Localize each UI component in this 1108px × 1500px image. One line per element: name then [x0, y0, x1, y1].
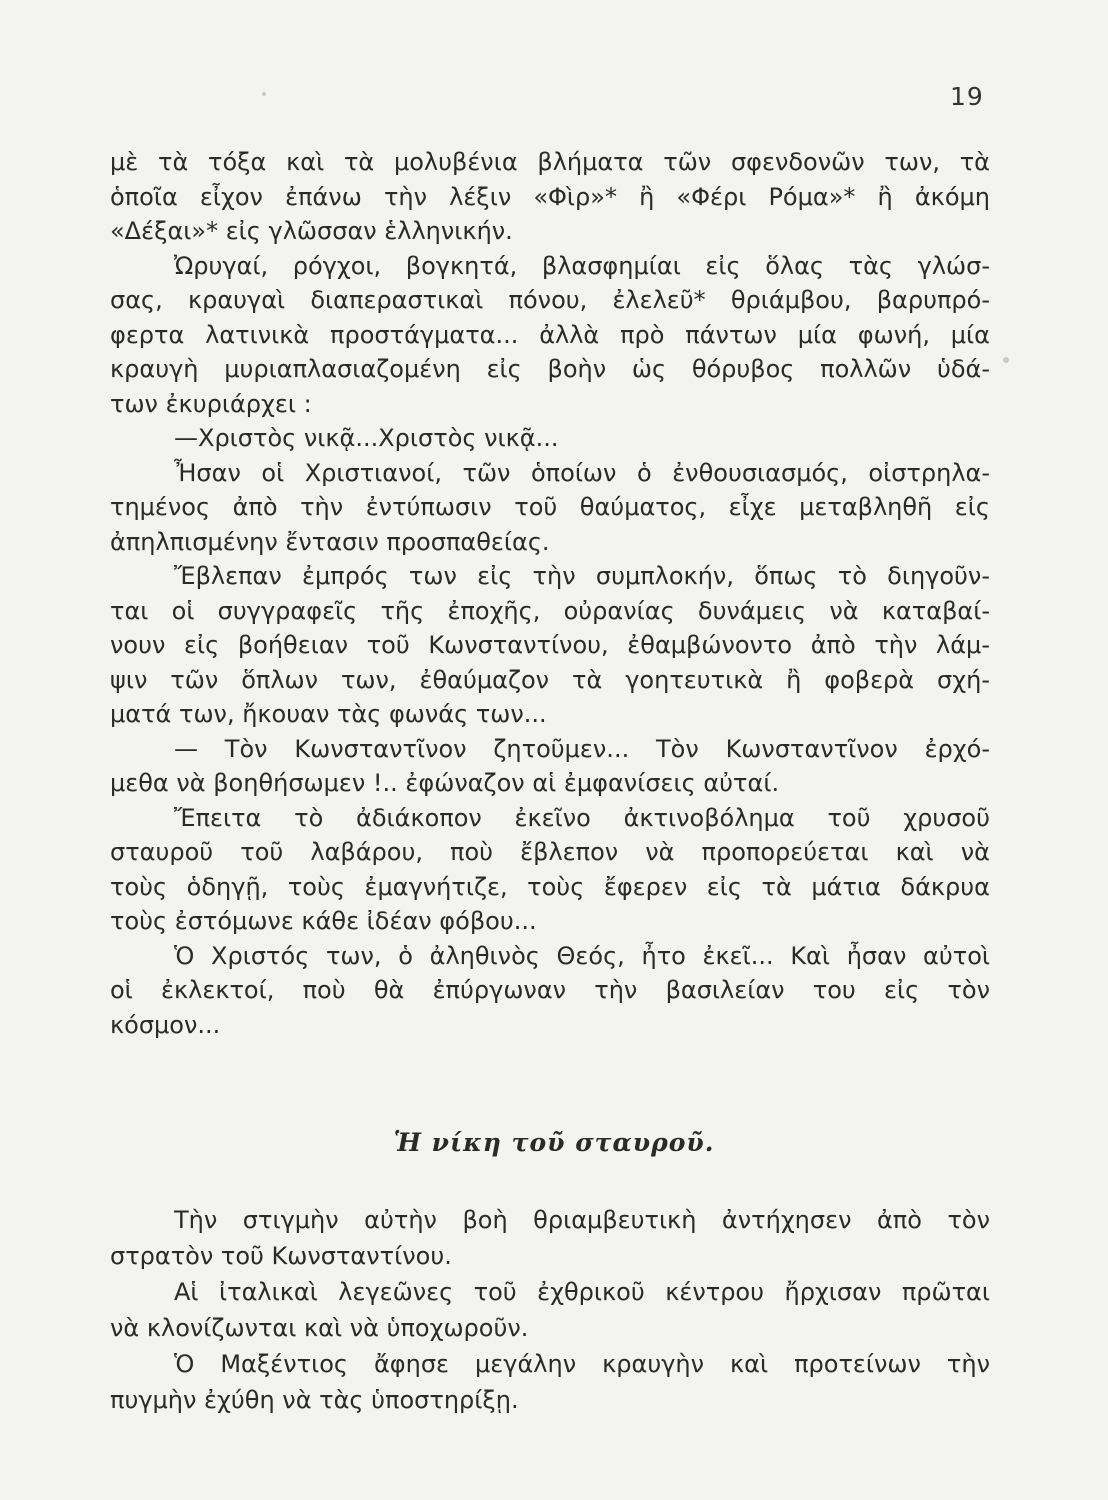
text-line: Αἱ ἰταλικαὶ λεγεῶνες τοῦ ἐχθρικοῦ κέντρου ἤρχισαν πρῶται [174, 1278, 990, 1306]
text-line: Ὠρυγαί, ρόγχοι, βογκητά, βλασφημίαι εἰς ὅλας τὰς γλώσ- [174, 251, 990, 280]
text-line: Ἔπειτα τὸ ἀδιάκοπον ἐκεῖνο ἀκτινοβόλημα τοῦ χρυσοῦ [174, 803, 990, 832]
text-line: μεθα νὰ βοηθήσωμεν !.. ἐφώναζον αἱ ἐμφανίσεις αὐταί. [110, 769, 780, 797]
body-text-bottom [110, 1202, 990, 1418]
text-line: ὁποῖα εἶχον ἐπάνω τὴν λέξιν «Φὶρ»* ἢ «Φέρι Ρόμα»* ἢ ἀκόμη [110, 182, 990, 211]
text-line: σταυροῦ τοῦ λαβάρου, ποὺ ἔβλεπον νὰ προπορεύεται καὶ νὰ [110, 838, 990, 866]
text-line: ἀπηλπισμένην ἔντασιν προσπαθείας. [110, 527, 550, 556]
body-text-top [110, 145, 990, 1042]
section-heading: Ἡ νίκη τοῦ σταυροῦ. [393, 1128, 715, 1157]
text-line: «Δέξαι»* εἰς γλῶσσαν ἑλληνικήν. [110, 217, 513, 245]
text-line: ψιν τῶν ὅπλων των, ἐθαύμαζον τὰ γοητευτικὰ ἢ φοβερὰ σχή- [110, 665, 990, 694]
scan-dust-mark [1003, 357, 1009, 363]
text-line: πυγμὴν ἐχύθη νὰ τὰς ὑποστηρίξῃ. [110, 1386, 519, 1414]
text-line: ται οἱ συγγραφεῖς τῆς ἐποχῆς, οὐρανίας δυνάμεις νὰ καταβαί- [110, 596, 990, 625]
text-line: τοὺς ἐστόμωνε κάθε ἰδέαν φόβου... [110, 907, 537, 935]
text-line: νουν εἰς βοήθειαν τοῦ Κωνσταντίνου, ἐθαμβώνοντο ἀπὸ τὴν λάμ- [110, 631, 990, 659]
page-number: 19 [950, 82, 984, 111]
text-line: Ὁ Μαξέντιος ἄφησε μεγάλην κραυγὴν καὶ προτείνων τὴν [174, 1350, 990, 1378]
text-line: οἱ ἐκλεκτοί, ποὺ θὰ ἐπύργωναν τὴν βασιλείαν του εἰς τὸν [110, 976, 990, 1004]
text-line: νὰ κλονίζωνται καὶ νὰ ὑποχωροῦν. [110, 1314, 529, 1342]
text-line: Τὴν στιγμὴν αὐτὴν βοὴ θριαμβευτικὴ ἀντήχησεν ἀπὸ τὸν [174, 1206, 990, 1234]
text-line: Ὁ Χριστός των, ὁ ἀληθινὸς Θεός, ἦτο ἐκεῖ... Καὶ ἦσαν αὐτοὶ [174, 941, 990, 970]
text-line: φερτα λατινικὰ προστάγματα... ἀλλὰ πρὸ πάντων μία φωνή, μία [110, 320, 990, 349]
text-line: ματά των, ἤκουαν τὰς φωνάς των... [110, 700, 547, 728]
text-line: των ἐκυριάρχει : [110, 389, 312, 418]
text-line: σας, κραυγαὶ διαπεραστικαὶ πόνου, ἐλελεῦ* θριάμβου, βαρυπρό- [110, 286, 990, 314]
text-line: Ἦσαν οἱ Χριστιανοί, τῶν ὁποίων ὁ ἐνθουσιασμός, οἰστρηλα- [174, 458, 990, 487]
text-line: μὲ τὰ τόξα καὶ τὰ μολυβένια βλήματα τῶν σφενδονῶν των, τὰ [110, 148, 990, 176]
text-line: Ἔβλεπαν ἐμπρός των εἰς τὴν συμπλοκήν, ὅπως τὸ διηγοῦν- [174, 562, 990, 590]
text-line: —Χριστὸς νικᾷ...Χριστὸς νικᾷ... [174, 424, 559, 452]
text-line: κραυγὴ μυριαπλασιαζομένη εἰς βοὴν ὡς θόρυβος πολλῶν ὑδά- [110, 355, 990, 383]
text-line: τημένος ἀπὸ τὴν ἐντύπωσιν τοῦ θαύματος, εἶχε μεταβληθῆ εἰς [110, 493, 990, 521]
text-line: τοὺς ὁδηγῇ, τοὺς ἐμαγνήτιζε, τοὺς ἔφερεν εἰς τὰ μάτια δάκρυα [110, 872, 990, 901]
scan-dust-mark [262, 92, 266, 96]
text-line: κόσμον... [110, 1010, 221, 1039]
text-line: στρατὸν τοῦ Κωνσταντίνου. [110, 1242, 452, 1270]
text-line: — Τὸν Κωνσταντῖνον ζητοῦμεν... Τὸν Κωνσταντῖνον ἐρχό- [174, 734, 990, 763]
